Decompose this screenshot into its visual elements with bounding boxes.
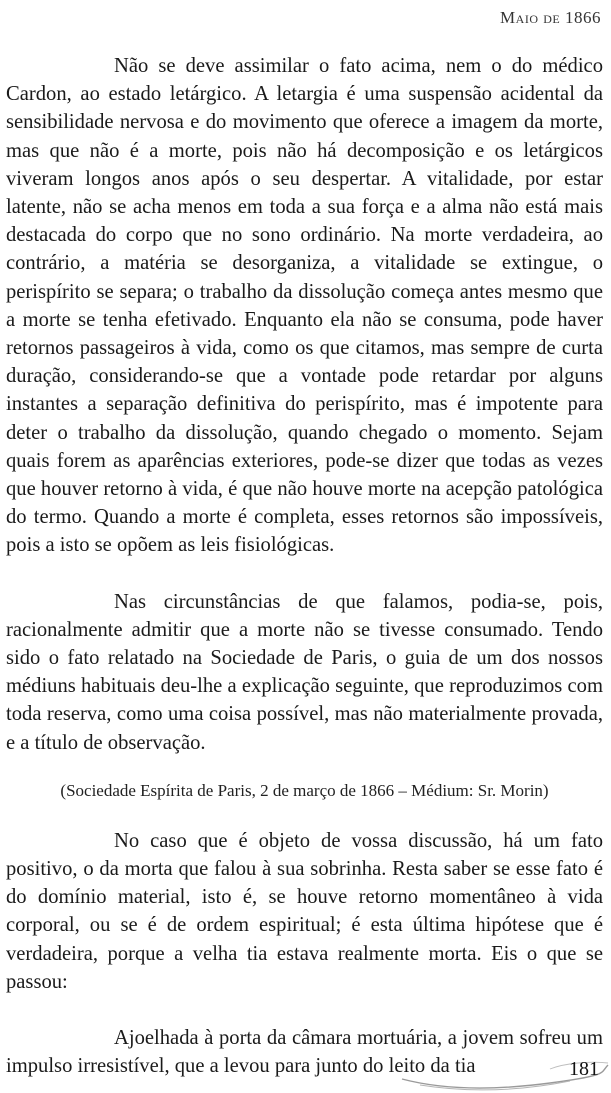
paragraph-3: No caso que é objeto de vossa discussão, há um fato positivo, o da morta que falou à sua sobrinha. Resta saber se esse fato é do domínio material, isto é, se houve retorno momentâneo à vida corporal, ou se é de ordem espiritual; é esta última hipótese que é verdadeira, porque a velha tia estava realmente morta. Eis o que se passou: <box>6 829 603 993</box>
page-body <box>6 52 603 1081</box>
paragraph-2: Nas circunstâncias de que falamos, podia-se, pois, racionalmente admitir que a morte não se tivesse consumado. Tendo sido o fato relatado na Sociedade de Paris, o guia de um dos nossos médiuns habituais deu-lhe a explicação seguinte, que reproduzimos com toda reserva, como uma coisa possível, mas não materialmente provada, e a título de observação. <box>6 590 603 754</box>
page-number: 181 <box>569 1058 599 1080</box>
running-header: Maio de 1866 <box>500 8 601 27</box>
paragraph-spacer <box>6 560 603 588</box>
caption-spacer-bottom <box>6 803 603 827</box>
paragraph-spacer <box>6 996 603 1024</box>
source-caption: (Sociedade Espírita de Paris, 2 de março de 1866 – Médium: Sr. Morin) <box>60 780 549 800</box>
paragraph-4: Ajoelhada à porta da câmara mortuária, a jovem sofreu um impulso irresistível, que a levou para junto do leito da tia <box>6 1027 603 1078</box>
caption-spacer-top <box>6 757 603 779</box>
paragraph-1: Não se deve assimilar o fato acima, nem o do médico Cardon, ao estado letárgico. A letargia é uma suspensão acidental da sensibilidade nervosa e do movimento que oferece a imagem da morte, mas que não é a morte, pois não há decomposição e os letárgicos viveram longos anos após o seu despertar. A vitalidade, por estar latente, não se acha menos em toda a sua força e a alma não está mais destacada do corpo que no sono ordinário. Na morte verdadeira, ao contrário, a matéria se desorganiza, a vitalidade se extingue, o perispírito se separa; o trabalho da dissolução começa antes mesmo que a morte se tenha efetivado. Enquanto ela não se consuma, pode haver retornos passageiros à vida, como os que citamos, mas sempre de curta duração, considerando-se que a vontade pode retardar por alguns instantes a separação definitiva do perispírito, mas é impotente para deter o trabalho da dissolução, quando chegado o momento. Sejam quais forem as aparências exteriores, pode-se dizer que todas as vezes que houver retorno à vida, é que não houve morte na acepção patológica do termo. Quando a morte é completa, esses retornos são impossíveis, pois a isto se opõem as leis fisiológicas. <box>6 55 603 557</box>
